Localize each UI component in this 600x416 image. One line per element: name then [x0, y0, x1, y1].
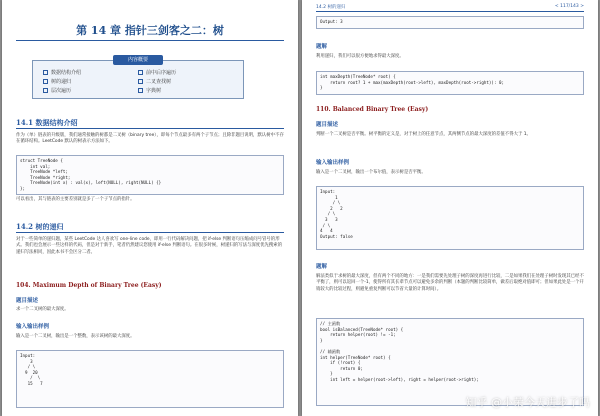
paragraph: 判断一个二叉树是否平衡。树平衡的定义是，对于树上的任意节点，其两侧节点的最大深度的差值不得大于 1。	[316, 132, 531, 137]
problem-heading: 110. Balanced Binary Tree (Easy)	[316, 106, 429, 113]
subheading: 题解	[316, 264, 328, 270]
toc-title: 内容概要	[113, 55, 163, 65]
paragraph: 可以看出，其与链表的主要差别就是多了一个子节点的指针。	[16, 197, 135, 202]
toc-item[interactable]: 树的递归	[43, 78, 138, 85]
code-block: struct TreeNode { int val; TreeNode *left; TreeNode *right; TreeNode(int x) : val(x), left(NULL), right(NULL) {} };	[16, 155, 284, 195]
bullet-icon	[43, 88, 48, 93]
paragraph: 利用递归，我们可以很方便地求得最大深度。	[316, 54, 404, 59]
toc-item[interactable]: 字典树	[138, 87, 233, 94]
code-block: Input: 1 / \ 2 2 / \ 3 3 / \ 4 4 Output: false	[316, 186, 584, 250]
paragraph: 求一个二叉树的最大深度。	[16, 307, 69, 312]
right-page	[302, 0, 598, 416]
paragraph: 输入是一个二叉树，输出一个布尔值，表示树是否平衡。	[316, 170, 426, 175]
paragraph: 输入是一个二叉树，输出是一个整数，表示该树的最大深度。	[16, 334, 135, 339]
bullet-icon	[43, 70, 48, 75]
paragraph: 作为（单）链表的升级版，我们通常接触的树都是二叉树（binary tree），即每个节点最多有两个子节点；且除非题目说明，默认树中不存在循环结构。LeetCode 默认的树表示方法如下。	[16, 133, 284, 145]
chapter-rule	[16, 40, 284, 41]
running-head: 14.2 树的递归	[316, 5, 346, 10]
watermark: 知乎 @小荣今天进步了吗	[465, 396, 590, 409]
code-block: Output: 3	[316, 16, 584, 29]
section-heading: 14.1 数据结构介绍	[16, 118, 78, 127]
bullet-icon	[43, 79, 48, 84]
page-indicator: < 117/143 >	[554, 4, 584, 9]
subheading: 输入输出样例	[316, 160, 350, 166]
subheading: 输入输出样例	[16, 324, 50, 330]
subheading: 题目描述	[16, 298, 39, 304]
problem-heading: 104. Maximum Depth of Binary Tree (Easy)	[16, 282, 162, 289]
section-heading: 14.2 树的递归	[16, 222, 64, 231]
chapter-title: 第 14 章 指针三剑客之二：树	[76, 24, 224, 37]
subheading: 题解	[316, 44, 328, 50]
code-block: Input: 3 / \ 9 20 / \ 15 7	[16, 350, 284, 408]
toc-item[interactable]: 二叉查找树	[138, 78, 233, 85]
toc-box	[32, 57, 244, 99]
code-block: // 主函数 bool isBalanced(TreeNode* root) { return helper(root) != -1; } // 辅函数 int helper(TreeNode* root) { if (!root) { return 0; } int left = helper(root->left), right = helper(root->right);	[316, 318, 584, 406]
paragraph: 解法类似于求树的最大深度，但有两个不同的地方：一是我们需要先处理子树的深度再进行比较，二是如果我们在处理子树时发现其已经不平衡了，则可以返回一个-1，使得所有其长辈节点可以避免多余的判断（本题的判断比较简单，做差后取绝对值即可；但如果此处是一个开销较大的比较过程，则避免重复判断可以节省大量的计算时间）。	[316, 274, 584, 292]
left-page	[2, 0, 298, 416]
toc-item[interactable]: 前中后序遍历	[138, 69, 233, 76]
bullet-icon	[138, 88, 143, 93]
paragraph: 对于一些简单的递归题，某些 LeetCode 达人喜欢写 one-line code，即用一行代码解决问题，把 if-else 判断语句压缩成问号冒号的形式。我们也会展示一些这样的代码，但是对于新手，笔者仍然建议您使用 if-else 判断语句。在很多时候，树递归的写法与深度优先搜索的递归写法相同，因此本书不会区分二者。	[16, 237, 283, 255]
toc-item[interactable]: 数据结构介绍	[43, 69, 138, 76]
subheading: 题目描述	[316, 122, 339, 128]
toc-item[interactable]: 层次遍历	[43, 87, 138, 94]
bullet-icon	[138, 79, 143, 84]
bullet-icon	[138, 70, 143, 75]
code-block: int maxDepth(TreeNode* root) { return root? 1 + max(maxDepth(root->left), maxDepth(root->right)): 0; }	[316, 71, 584, 95]
